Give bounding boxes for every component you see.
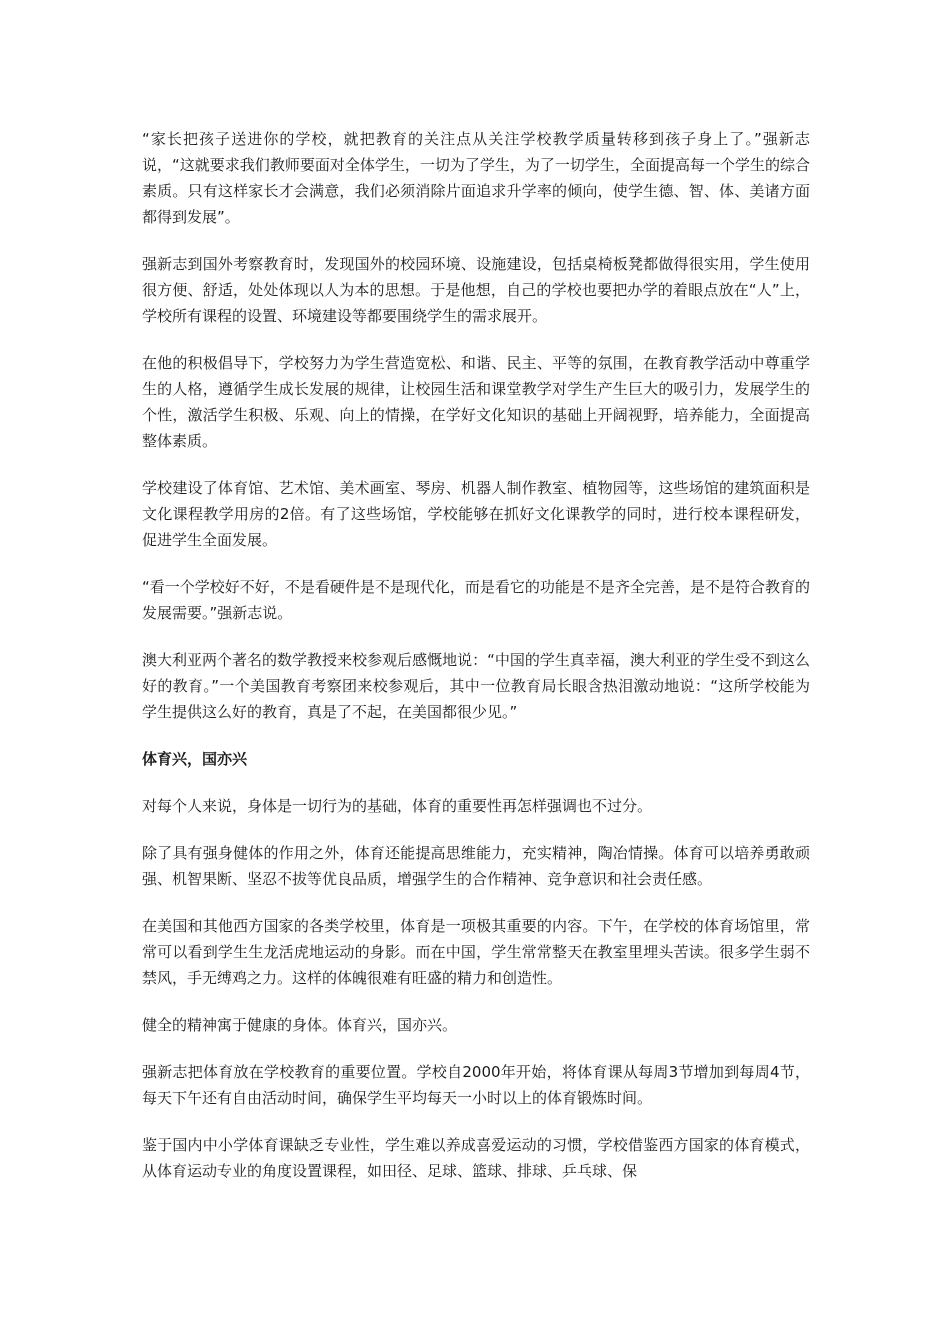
paragraph-11: 强新志把体育放在学校教育的重要位置。学校自2000年开始，将体育课从每周3节增加到每周4节，每天下午还有自由活动时间，确保学生平均每天一小时以上的体育锻炼时间。 [142,1063,810,1107]
paragraph-5: “看一个学校好不好，不是看硬件是不是现代化，而是看它的功能是不是齐全完善，是不是符合教育的发展需要。”强新志说。 [142,578,810,622]
paragraph-6: 澳大利亚两个著名的数学教授来校参观后感慨地说：“中国的学生真幸福，澳大利亚的学生受不到这么好的教育。”一个美国教育考察团来校参观后，其中一位教育局长眼含热泪激动地说：“这所学校能为学生提供这么好的教育，真是了不起，在美国都很少见。” [142,651,810,721]
section-heading: 体育兴，国亦兴 [142,750,248,768]
paragraph-3: 在他的积极倡导下，学校努力为学生营造宽松、和谐、民主、平等的氛围，在教育教学活动中尊重学生的人格，遵循学生成长发展的规律，让校园生活和课堂教学对学生产生巨大的吸引力，发展学生的个性，激活学生积极、乐观、向上的情操，在学好文化知识的基础上开阔视野，培养能力，全面提高整体素质。 [142,354,810,450]
paragraph-2: 强新志到国外考察教育时，发现国外的校园环境、设施建设，包括桌椅板凳都做得很实用，学生使用很方便、舒适，处处体现以人为本的思想。于是他想，自己的学校也要把办学的着眼点放在“人”上，学校所有课程的设置、环境建设等都要围绕学生的需求展开。 [142,255,810,325]
paragraph-9: 在美国和其他西方国家的各类学校里，体育是一项极其重要的内容。下午，在学校的体育场馆里，常常可以看到学生生龙活虎地运动的身影。而在中国，学生常常整天在教室里埋头苦读。很多学生弱不禁风，手无缚鸡之力。这样的体魄很难有旺盛的精力和创造性。 [142,917,810,987]
paragraph-4: 学校建设了体育馆、艺术馆、美术画室、琴房、机器人制作教室、植物园等，这些场馆的建筑面积是文化课程教学用房的2倍。有了这些场馆，学校能够在抓好文化课教学的同时，进行校本课程研发，促进学生全面发展。 [142,479,810,549]
paragraph-7: 对每个人来说，身体是一切行为的基础，体育的重要性再怎样强调也不过分。 [142,797,653,815]
paragraph-1: “家长把孩子送进你的学校，就把教育的关注点从关注学校教学质量转移到孩子身上了。”强新志说，“这就要求我们教师要面对全体学生，一切为了学生，为了一切学生，全面提高每一个学生的综合素质。只有这样家长才会满意，我们必须消除片面追求升学率的倾向，使学生德、智、体、美诸方面都得到发展”。 [142,130,810,226]
article-body [142,126,810,1205]
paragraph-12: 鉴于国内中小学体育课缺乏专业性，学生难以养成喜爱运动的习惯，学校借鉴西方国家的体育模式，从体育运动专业的角度设置课程，如田径、足球、篮球、排球、乒乓球、保 [142,1136,810,1180]
paragraph-8: 除了具有强身健体的作用之外，体育还能提高思维能力，充实精神，陶冶情操。体育可以培养勇敢顽强、机智果断、坚忍不拔等优良品质，增强学生的合作精神、竞争意识和社会责任感。 [142,844,810,888]
paragraph-10: 健全的精神寓于健康的身体。体育兴，国亦兴。 [142,1016,458,1034]
